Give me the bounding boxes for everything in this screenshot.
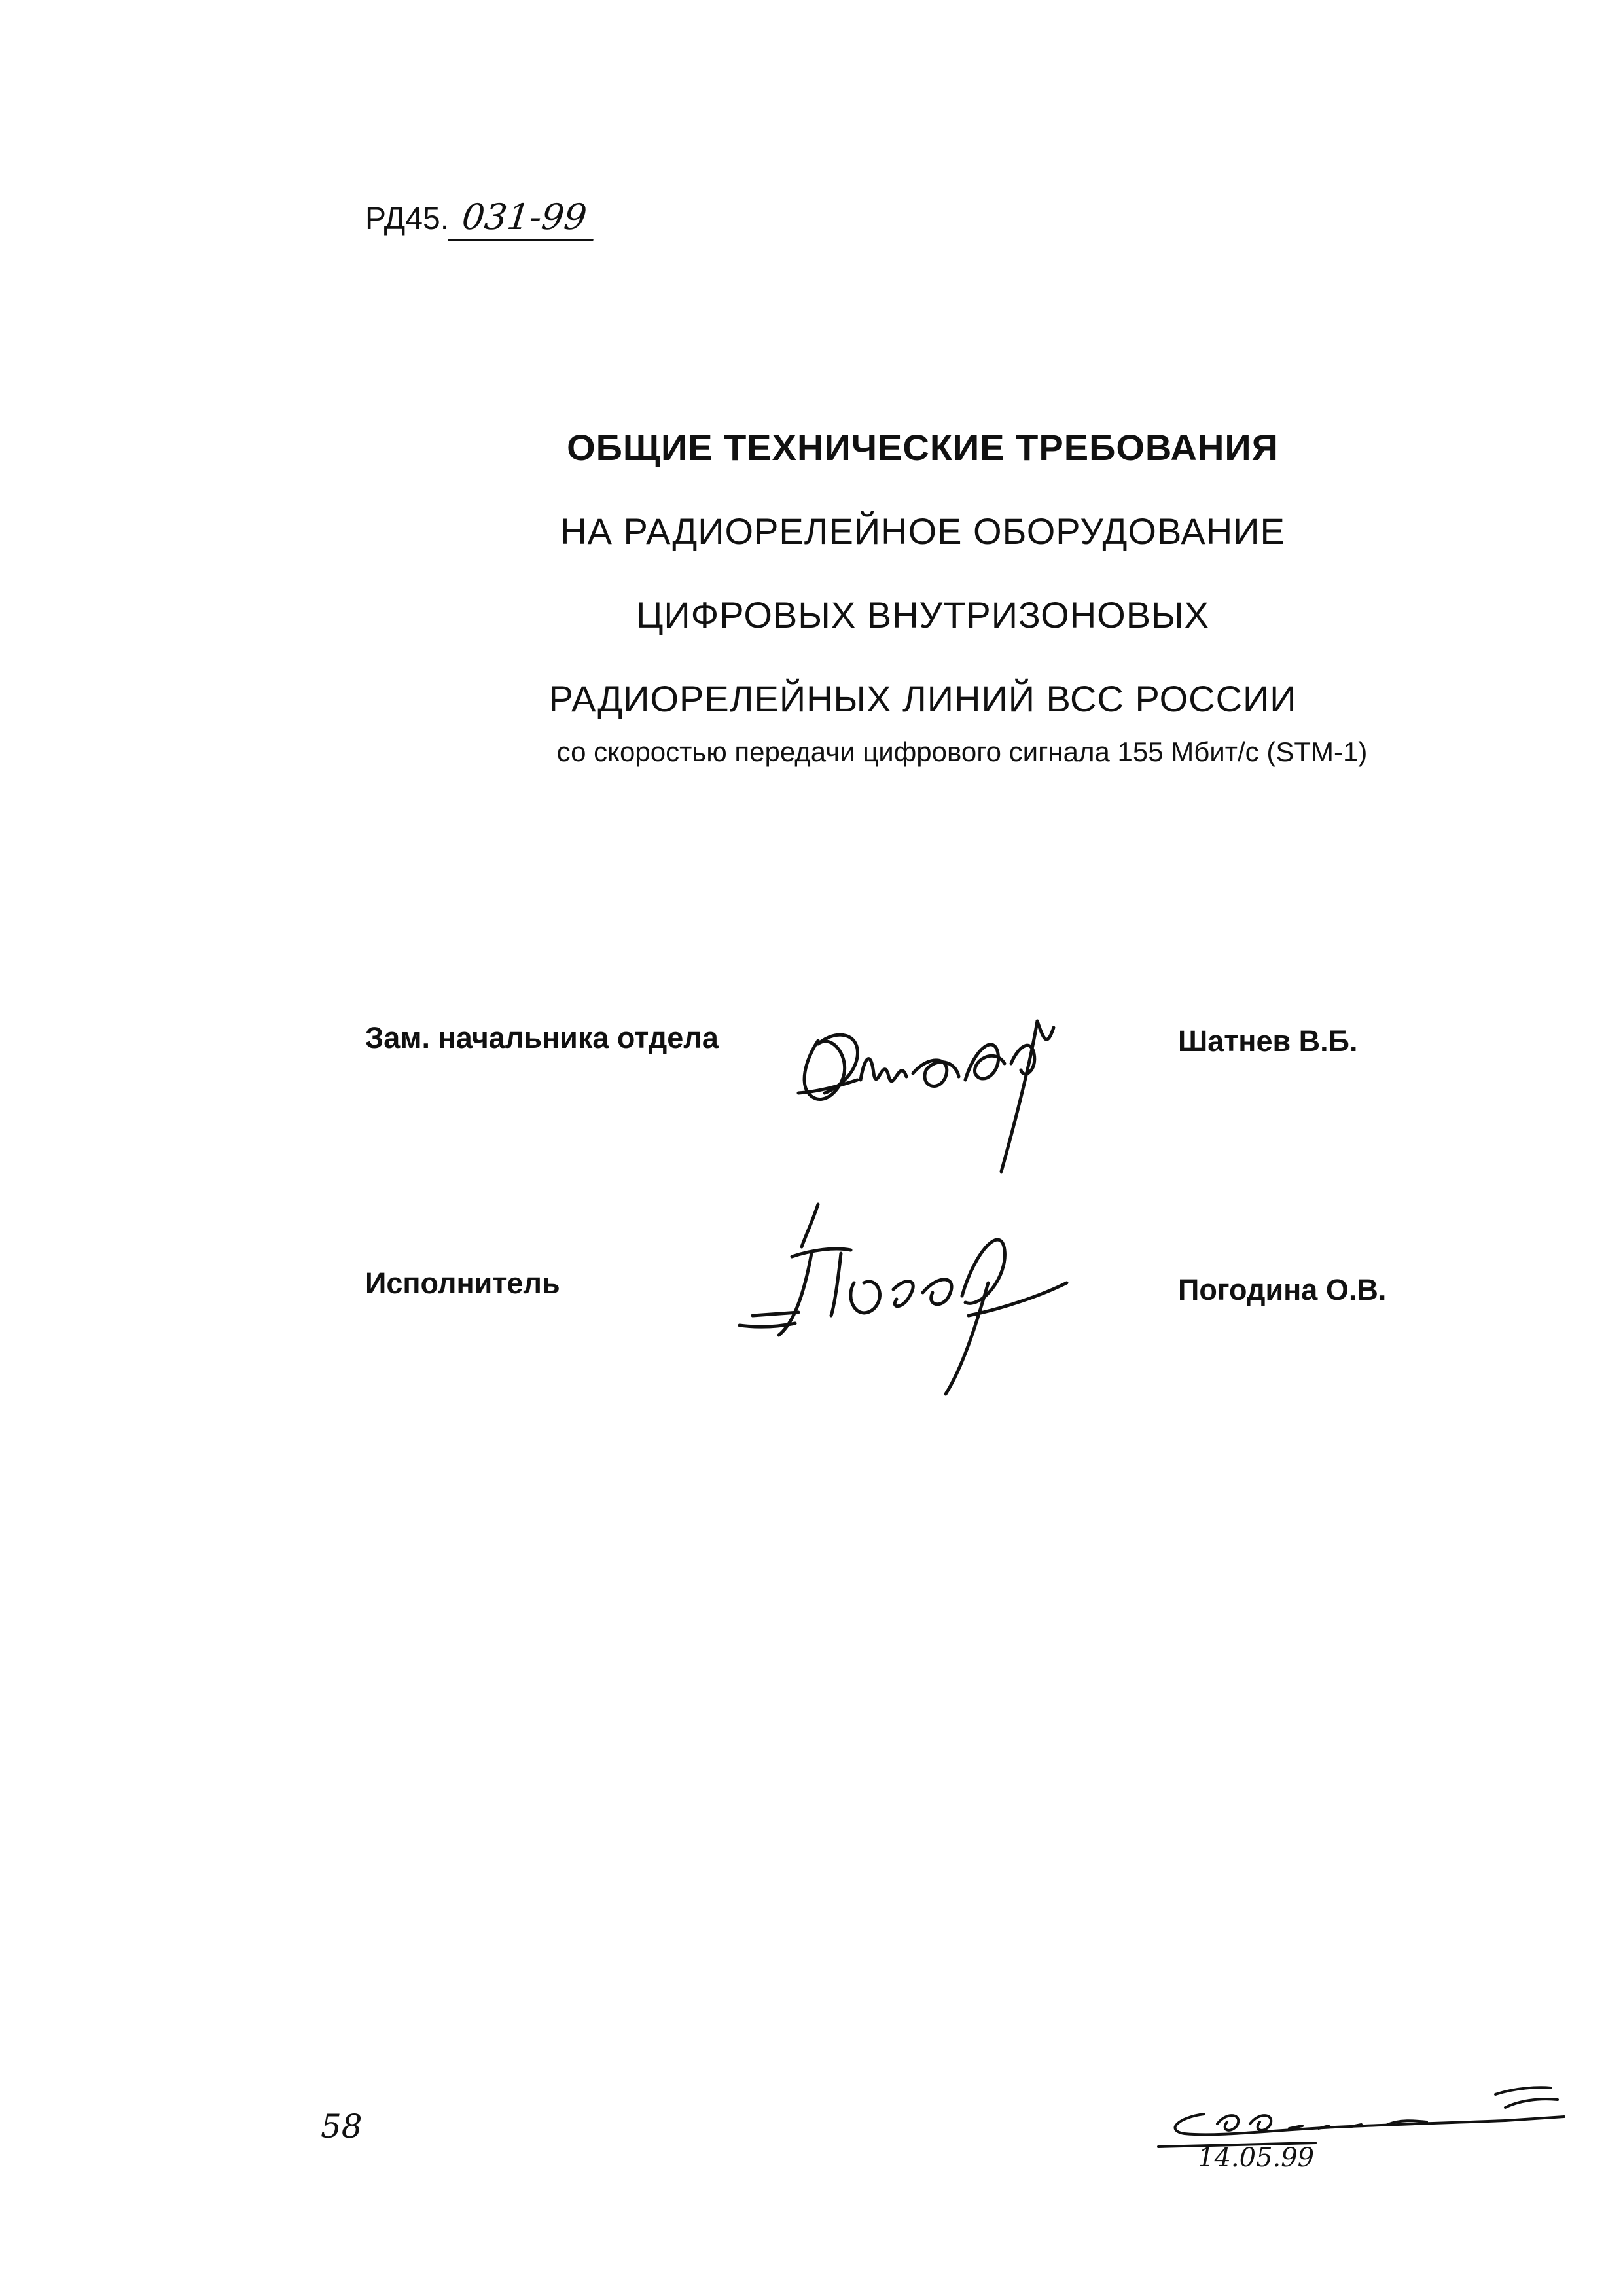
document-code-prefix: РД45. <box>365 202 450 236</box>
handwritten-signature-shatnev <box>779 982 1080 1191</box>
signature-role-executor: Исполнитель <box>365 1266 560 1300</box>
handwritten-signature-pogodina <box>713 1185 1080 1407</box>
signatory-name-shatnev: Шатнев В.Б. <box>1178 1024 1358 1058</box>
title-line-4: РАДИОРЕЛЕЙНЫХ ЛИНИЙ ВСС РОССИИ <box>548 678 1297 719</box>
document-subtitle: со скоростью передачи цифрового сигнала 155 Мбит/с (STM-1) <box>556 736 1368 767</box>
page-number: 58 <box>321 2108 363 2145</box>
title-line-2: НА РАДИОРЕЛЕЙНОЕ ОБОРУДОВАНИЕ <box>560 511 1285 552</box>
document-title <box>517 406 1329 741</box>
signatory-name-pogodina: Погодина О.В. <box>1178 1273 1387 1306</box>
signature-role-deputy-head: Зам. начальника отдела <box>365 1021 719 1054</box>
stamp-date: 14.05.99 <box>1198 2143 1315 2173</box>
title-line-3: ЦИФРОВЫХ ВНУТРИЗОНОВЫХ <box>636 594 1209 636</box>
document-code-number: 031-99 <box>448 196 597 241</box>
document-code <box>365 196 596 241</box>
title-line-1: ОБЩИЕ ТЕХНИЧЕСКИЕ ТРЕБОВАНИЯ <box>567 427 1279 468</box>
approval-signature-with-date <box>1139 2068 1584 2179</box>
